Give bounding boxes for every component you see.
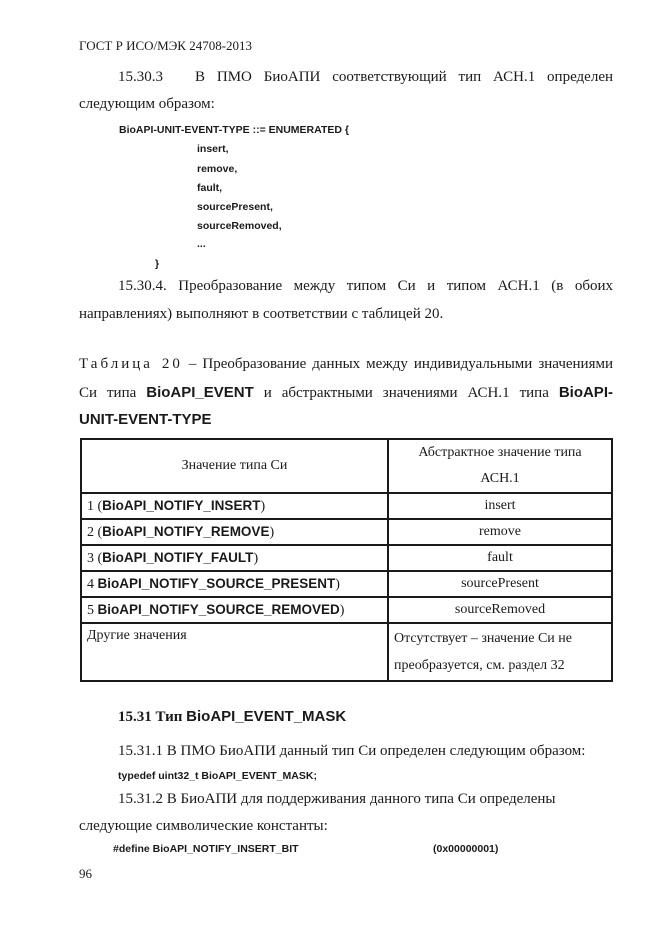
asn1-item: sourceRemoved, [197, 220, 282, 232]
define-value: (0x00000001) [433, 843, 499, 855]
section-15-31-2-line1: 15.31.2 В БиоАПИ для поддерживания данного типа Си определены [118, 791, 556, 807]
table-row-other: Другие значения Отсутствует – значение Си не преобразуется, см. раздел 32 [81, 623, 612, 681]
page-number: 96 [79, 866, 92, 881]
document-header: ГОСТ Р ИСО/МЭК 24708-2013 [79, 38, 253, 53]
table-row: 2 (BioAPI_NOTIFY_REMOVE) remove [81, 519, 612, 545]
header-asn1-value: Абстрактное значение типа АСН.1 [388, 439, 612, 493]
table-row: 3 (BioAPI_NOTIFY_FAULT) fault [81, 545, 612, 571]
section-15-30-3-line1: В ПМО БиоАПИ соответствующий тип АСН.1 определен [195, 69, 613, 85]
table-caption-line3: UNIT-EVENT-TYPE [79, 411, 212, 428]
asn1-item: remove, [197, 163, 238, 175]
asn1-item: sourcePresent, [197, 201, 273, 213]
section-15-30-3-line2: следующим образом: [79, 96, 215, 112]
section-number-15-30-3: 15.30.3 [118, 69, 163, 85]
asn1-closing-brace: } [155, 258, 160, 270]
section-15-31-heading: 15.31 Тип BioAPI_EVENT_MASK [118, 708, 347, 725]
asn1-item: ... [197, 238, 206, 250]
section-15-30-4-line2: направлениях) выполняют в соответствии с таблицей 20. [79, 306, 444, 322]
table-caption-line1: Таблица 20 – Преобразование данных между индивидуальными значениями [79, 356, 614, 372]
table-caption-line2: Си типа BioAPI_EVENT и абстрактными значениями АСН.1 типа BioAPI- [79, 384, 613, 401]
table-row: 5 BioAPI_NOTIFY_SOURCE_REMOVED) sourceRemoved [81, 597, 612, 623]
conversion-table [80, 438, 613, 682]
table-header-row [81, 439, 612, 493]
table-row: 1 (BioAPI_NOTIFY_INSERT) insert [81, 493, 612, 519]
define-name: #define BioAPI_NOTIFY_INSERT_BIT [113, 843, 299, 855]
asn1-item: insert, [197, 143, 229, 155]
asn1-item: fault, [197, 182, 223, 194]
section-15-30-4-line1: 15.30.4. Преобразование между типом Си и типом АСН.1 (в обоих [118, 278, 613, 294]
asn1-declaration: BioAPI-UNIT-EVENT-TYPE ::= ENUMERATED { [119, 124, 349, 136]
section-15-31-2-line2: следующие символические константы: [79, 818, 328, 834]
header-c-value: Значение типа Си [81, 439, 388, 493]
table-row: 4 BioAPI_NOTIFY_SOURCE_PRESENT) sourcePresent [81, 571, 612, 597]
section-15-31-1: 15.31.1 В ПМО БиоАПИ данный тип Си определен следующим образом: [118, 743, 586, 759]
table-caption-label: Таблица 20 [79, 356, 183, 372]
typedef-code: typedef uint32_t BioAPI_EVENT_MASK; [118, 770, 317, 782]
